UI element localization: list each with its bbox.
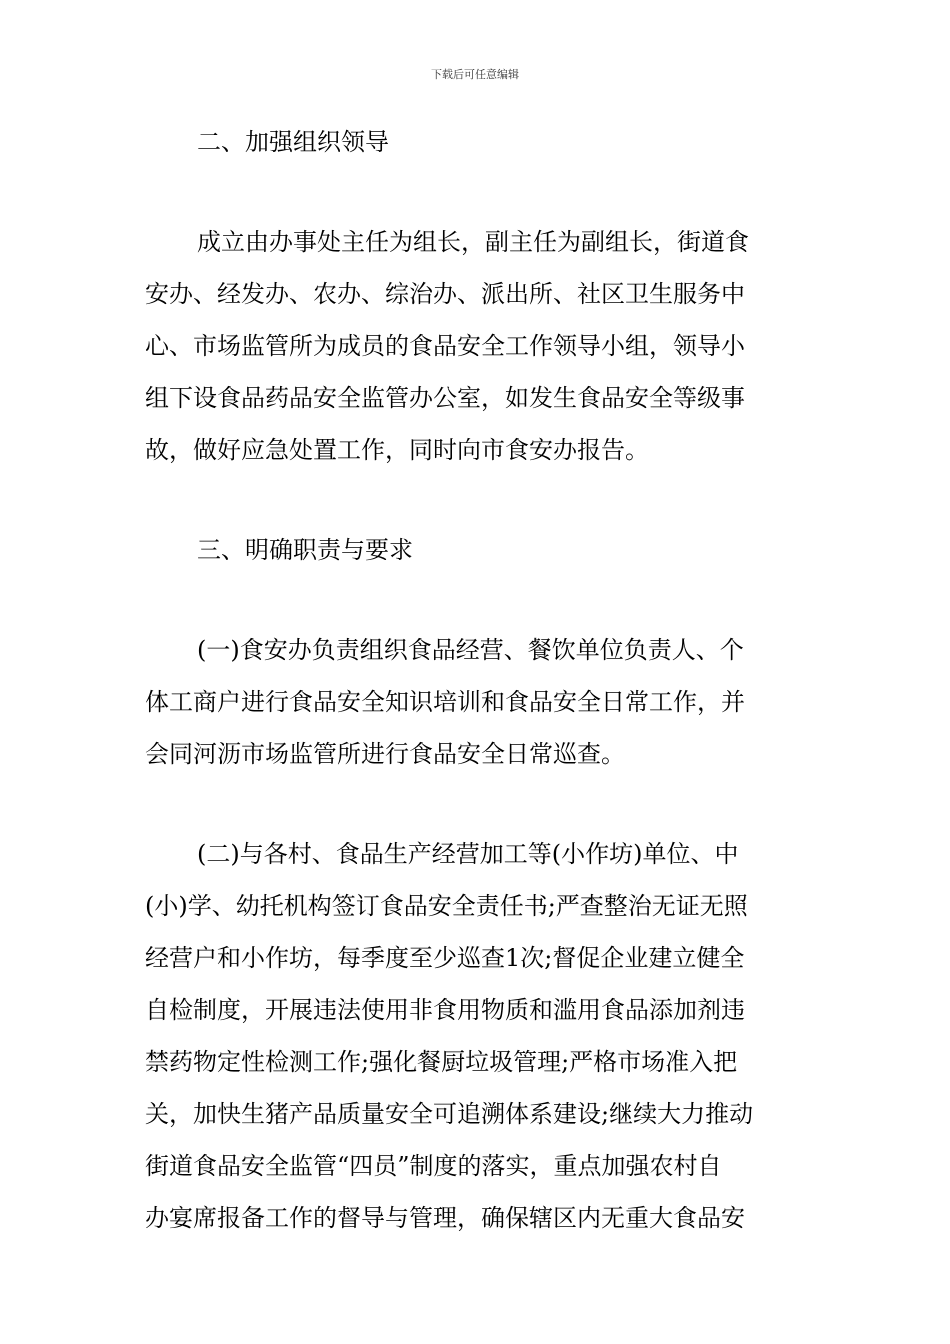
paragraph-line: (一)食安办负责组织食品经营、餐饮单位负责人、个 <box>197 636 744 664</box>
paragraph-line: 自检制度，开展违法使用非食用物质和滥用食品添加剂违 <box>145 996 745 1024</box>
paragraph-line: 办宴席报备工作的督导与管理，确保辖区内无重大食品安 <box>145 1204 745 1232</box>
paragraph-line: 经营户和小作坊，每季度至少巡查1次;督促企业建立健全 <box>145 944 745 972</box>
document-body <box>145 116 805 1244</box>
paragraph-gap <box>145 780 805 828</box>
paragraph-gap <box>145 168 805 216</box>
paragraph-line: 成立由办事处主任为组长，副主任为副组长，街道食 <box>197 228 749 256</box>
paragraph-line: 街道食品安全监管“四员”制度的落实，重点加强农村自 <box>145 1152 722 1180</box>
paragraph-line: 心、市场监管所为成员的食品安全工作领导小组，领导小 <box>145 332 745 360</box>
paragraph-line: 会同河沥市场监管所进行食品安全日常巡查。 <box>145 740 625 768</box>
paragraph-gap <box>145 476 805 524</box>
paragraph-line: (小)学、幼托机构签订食品安全责任书;严查整治无证无照 <box>145 892 748 920</box>
paragraph-line: (二)与各村、食品生产经营加工等(小作坊)单位、中 <box>197 840 739 868</box>
paragraph-line: 安办、经发办、农办、综治办、派出所、社区卫生服务中 <box>145 280 745 308</box>
paragraph-leadership <box>145 216 805 476</box>
paragraph-gap <box>145 576 805 624</box>
section-heading-3: 三、明确职责与要求 <box>197 536 413 564</box>
page-header: 下载后可任意编辑 <box>431 68 519 81</box>
section-heading-2: 二、加强组织领导 <box>197 128 389 156</box>
paragraph-item-2 <box>145 828 805 1244</box>
paragraph-line: 组下设食品药品安全监管办公室，如发生食品安全等级事 <box>145 384 745 412</box>
paragraph-item-1 <box>145 624 805 780</box>
paragraph-line: 体工商户进行食品安全知识培训和食品安全日常工作，并 <box>145 688 745 716</box>
paragraph-line: 禁药物定性检测工作;强化餐厨垃圾管理;严格市场准入把 <box>145 1048 738 1076</box>
paragraph-line: 关，加快生猪产品质量安全可追溯体系建设;继续大力推动 <box>145 1100 754 1128</box>
paragraph-line: 故，做好应急处置工作，同时向市食安办报告。 <box>145 436 649 464</box>
